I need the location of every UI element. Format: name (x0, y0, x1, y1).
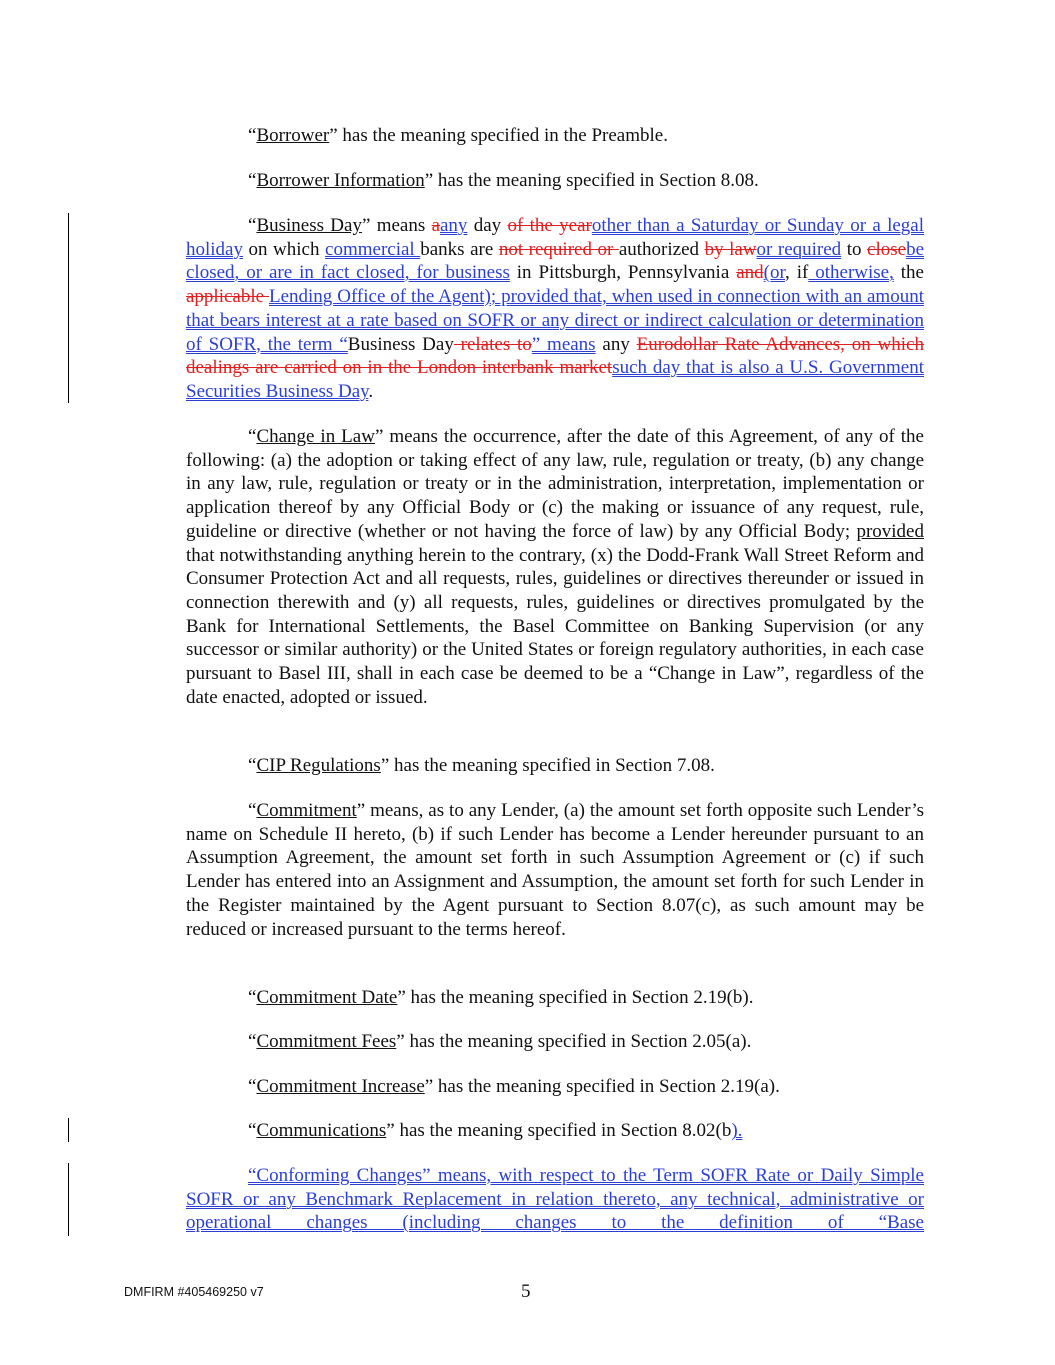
deleted-text: and (736, 262, 764, 284)
inserted-text: other than a Saturday or Sunday or a legal holiday (186, 215, 924, 260)
deleted-text: Eurodollar Rate Advances, on which dealings are carried on in the London interbank market (186, 333, 924, 379)
definition-communications: “Communications” has the meaning specified in Section 8.02(b). (248, 1120, 743, 1141)
defined-term: Borrower (256, 125, 330, 146)
inserted-text: commercial (325, 238, 421, 260)
inserted-text: any (440, 215, 468, 236)
defined-term: Commitment Fees (256, 1031, 397, 1052)
defined-term: Borrower Information (256, 170, 425, 191)
definition-cip-regulations: “CIP Regulations” has the meaning specified in Section 7.08. (248, 755, 715, 776)
inserted-text: ” means (531, 333, 596, 355)
change-bar (68, 1118, 69, 1142)
definition-borrower: “Borrower” has the meaning specified in the Preamble. (248, 125, 668, 146)
defined-term: Business Day (256, 215, 362, 236)
definition-conforming-changes (186, 1164, 924, 1235)
defined-term: CIP Regulations (256, 755, 381, 776)
footer-document-id: DMFIRM #405469250 v7 (124, 1285, 264, 1299)
defined-term: Change in Law (256, 426, 375, 447)
defined-term: Commitment Date (256, 987, 398, 1008)
deleted-text: relates to (453, 333, 532, 355)
change-bar (68, 1163, 69, 1236)
definition-business-day: “Business Day” means aany day of the yearother than a Saturday or Sunday or a legal holiday on which commercial banks are not required or authorized by lawor required to closebe closed, or are in fact closed, for business in Pittsburgh, Pennsylvania and(or, if otherwise, the applicable Lending Office of the Agent); provided that, when used in connection with an amount that bears interest at a rate based on SOFR or any direct or indirect calculation or determination of SOFR, the term “Business Day relates to” means any Eurodollar Rate Advances, on which dealings are carried on in the London interbank marketsuch day that is also a U.S. Government Securities Business Day. (186, 215, 925, 402)
inserted-text: be closed, or are in fact closed, for business (186, 238, 925, 284)
change-bar (68, 213, 69, 403)
inserted-text: ). (731, 1120, 743, 1141)
inserted-text: (or (763, 262, 786, 284)
inserted-text: otherwise, (808, 262, 894, 284)
deleted-text: close (867, 238, 907, 260)
definition-commitment-date: “Commitment Date” has the meaning specified in Section 2.19(b). (248, 987, 754, 1008)
defined-term: Communications (256, 1120, 387, 1141)
inserted-text: Lending Office of the Agent); provided that, when used in connection with an amount that bears interest at a rate based on SOFR or any direct or indirect calculation or determination of SOFR, the term “ (186, 286, 924, 355)
deleted-text: applicable (186, 286, 269, 308)
definition-commitment-increase: “Commitment Increase” has the meaning specified in Section 2.19(a). (248, 1076, 780, 1097)
definition-change-in-law: “Change in Law” means the occurrence, after the date of this Agreement, of any of the following: (a) the adoption or taking effect of any law, rule, regulation or treaty, (b) any change in any law, rule, regulation or treaty or in the administration, interpretation, implementation or application thereof by any Official Body or (c) the making or issuance of any request, rule, guideline or directive (whether or not having the force of law) by any Official Body; provided that notwithstanding anything herein to the contrary, (x) the Dodd-Frank Wall Street Reform and Consumer Protection Act and all requests, rules, guidelines or directives thereunder or issued in connection therewith and (y) all requests, rules, guidelines or directives promulgated by the Bank for International Settlements, the Basel Committee on Banking Supervision (or any successor or similar authority) or the United States or foreign regulatory authorities, in each case pursuant to Basel III, shall in each case be deemed to be a “Change in Law”, regardless of the date enacted, adopted or issued. (186, 426, 924, 708)
defined-term: Commitment Increase (256, 1076, 425, 1097)
inserted-text: “Conforming Changes” means, with respect to the Term SOFR Rate or Daily Simple SOFR or any Benchmark Replacement in relation thereto, any technical, administrative or operational changes (including changes to the definition of “Base (186, 1165, 924, 1234)
page-number: 5 (521, 1281, 531, 1302)
deleted-text: a (431, 215, 440, 236)
inserted-text: such day that is also a U.S. Government Securities Business Day (186, 357, 924, 402)
deleted-text: by law (704, 238, 757, 260)
provided-term: provided (856, 520, 924, 542)
deleted-text: of the year (507, 215, 592, 236)
defined-term: Commitment (256, 800, 357, 821)
deleted-text: not required or (498, 238, 619, 260)
definition-borrower-information: “Borrower Information” has the meaning specified in Section 8.08. (248, 170, 759, 191)
definition-commitment: “Commitment” means, as to any Lender, (a) the amount set forth opposite such Lender’s name on Schedule II hereto, (b) if such Lender has become a Lender hereunder pursuant to an Assumption Agreement, the amount set forth in such Assumption Agreement or (c) if such Lender has entered into an Assignment and Assumption, the amount set forth for such Lender in the Register maintained by the Agent pursuant to Section 8.07(c), as such amount may be reduced or increased pursuant to the terms hereof. (186, 800, 924, 940)
inserted-text: or required (756, 238, 842, 260)
definition-commitment-fees: “Commitment Fees” has the meaning specified in Section 2.05(a). (248, 1031, 752, 1052)
